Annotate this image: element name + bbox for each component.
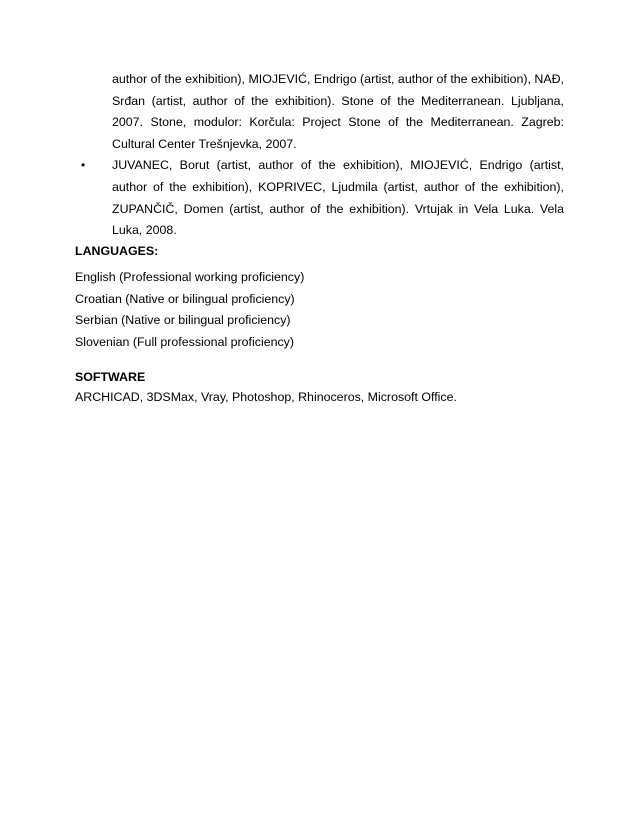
exhibitions-list <box>81 69 564 242</box>
bullet-icon: • <box>81 158 86 173</box>
language-line: Serbian (Native or bilingual proficiency) <box>75 313 291 327</box>
exhibition-entry-continued <box>112 69 564 155</box>
exhibition-entry-text: JUVANEC, Borut (artist, author of the exhibition), MIOJEVIĆ, Endrigo (artist, author of the exhibition), KOPRIVEC, Ljudmila (artist, author of the exhibition), ZUPANČIČ, Domen (artist, author of the exhibition). Vrtujak in Vela Luka. Vela Luka, 2008. <box>112 158 564 238</box>
language-line: Slovenian (Full professional proficiency) <box>75 334 295 349</box>
software-line: ARCHICAD, 3DSMax, Vray, Photoshop, Rhinoceros, Microsoft Office. <box>75 390 457 404</box>
language-line: Croatian (Native or bilingual proficiency) <box>75 291 295 306</box>
languages-heading: LANGUAGES: <box>75 244 159 258</box>
software-section <box>75 367 555 409</box>
languages-section <box>75 241 555 353</box>
language-line: English (Professional working proficiency) <box>75 270 305 284</box>
exhibition-entry-text: author of the exhibition), MIOJEVIĆ, Endrigo (artist, author of the exhibition), NAĐ, Srđan (artist, author of the exhibition). Stone of the Mediterranean. Ljubljana, 2007. Stone, modulor: Korčula: Project Stone of the Mediterranean. Zagreb: Cultural Center Trešnjevka, 2007. <box>112 72 564 151</box>
software-heading: SOFTWARE <box>75 370 146 384</box>
exhibition-entry <box>81 155 564 241</box>
